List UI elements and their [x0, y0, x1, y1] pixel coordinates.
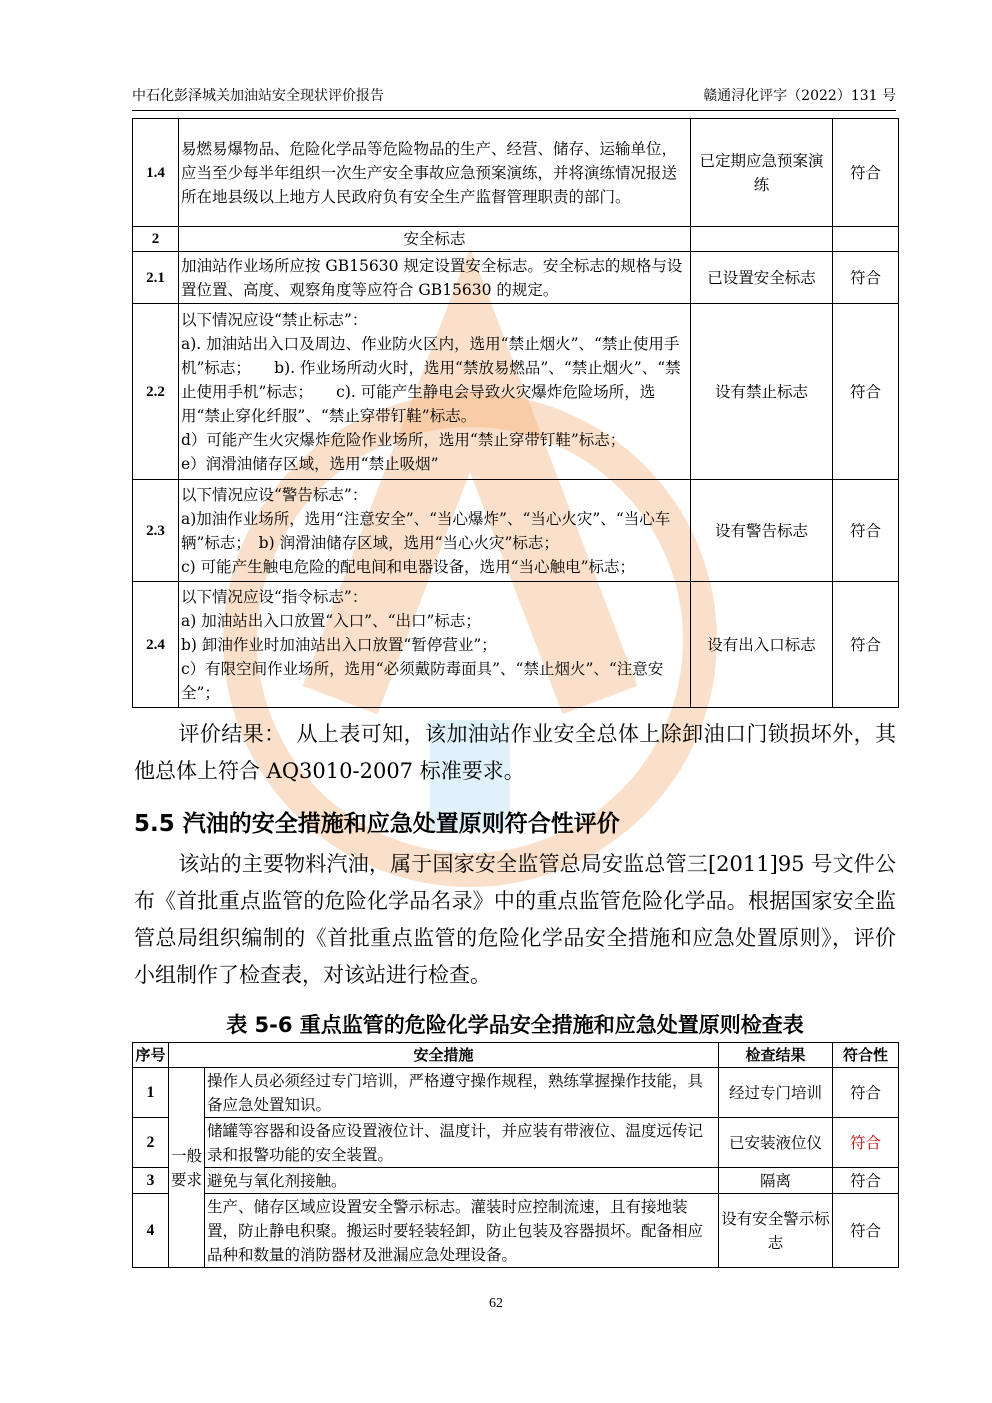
requirement-line: 以下情况应设“禁止标志”： [181, 310, 368, 329]
measure-text: 操作人员必须经过专门培训，严格遵守操作规程，熟练掌握操作技能，具备应急处置知识。 [205, 1068, 719, 1118]
page-number: 62 [489, 1296, 503, 1311]
check-result: 设有出入口标志 [691, 582, 833, 708]
requirement-text: 易燃易爆物品、危险化学品等危险物品的生产、经营、储存、运输单位，应当至少每半年组织一次生产安全事故应急预案演练，并将演练情况报送所在地县级以上地方人民政府负有安全生产监督管理职责的部门。 [179, 119, 691, 227]
conformity: 符合 [833, 119, 899, 227]
requirement-text [179, 480, 691, 582]
page-header [132, 86, 896, 111]
table-row [133, 119, 899, 227]
check-result: 设有警告标志 [691, 480, 833, 582]
requirement-line: 以下情况应设“指令标志”： [181, 587, 368, 606]
table-row [133, 1194, 899, 1268]
requirement-line: c）有限空间作业场所，选用“必须戴防毒面具”、“禁止烟火”、“注意安全”； [181, 659, 664, 702]
category-cell: 一般要求 [169, 1068, 205, 1268]
row-number: 2 [133, 1118, 169, 1168]
row-number: 2.4 [133, 582, 179, 708]
row-number: 4 [133, 1194, 169, 1268]
requirement-text [179, 304, 691, 480]
header-no: 序号 [133, 1043, 169, 1068]
table-row [133, 1068, 899, 1118]
row-number: 2.3 [133, 480, 179, 582]
conformity: 符合 [833, 304, 899, 480]
measure-text: 避免与氧化剂接触。 [205, 1168, 719, 1194]
check-table-gasoline [132, 1042, 899, 1268]
section-heading: 5.5 汽油的安全措施和应急处置原则符合性评价 [134, 811, 620, 837]
table-row [133, 1118, 899, 1168]
conformity: 符合 [833, 1068, 899, 1118]
requirement-line: d）可能产生火灾爆炸危险作业场所，选用“禁止穿带钉鞋”标志； [181, 430, 626, 449]
requirement-line: 以下情况应设“警告标志”： [181, 485, 368, 504]
row-number: 1 [133, 1068, 169, 1118]
section-paragraph-text: 该站的主要物料汽油，属于国家安全监管总局安监总管三[2011]95 号文件公布《首批重点监管的危险化学品名录》中的重点监管危险化学品。根据国家安全监管总局组织编制的《首批重点监管的危险化学品安全措施和应急处置原则》，评价小组制作了检查表，对该站进行检查。 [134, 852, 896, 987]
check-result: 隔离 [719, 1168, 833, 1194]
row-number: 2.2 [133, 304, 179, 480]
row-number: 2 [133, 227, 179, 252]
header-result: 检查结果 [719, 1043, 833, 1068]
measure-text: 生产、储存区域应设置安全警示标志。灌装时应控制流速，且有接地装置，防止静电积聚。搬运时要轻装轻卸，防止包装及容器损坏。配备相应品种和数量的消防器材及泄漏应急处理设备。 [205, 1194, 719, 1268]
check-result: 设有禁止标志 [691, 304, 833, 480]
table-row [133, 582, 899, 708]
evaluation-paragraph [134, 716, 896, 790]
header-measure: 安全措施 [169, 1043, 719, 1068]
table-section-row [133, 227, 899, 252]
header-doc-number: 赣通浔化评字（2022）131 号 [703, 88, 896, 104]
section-title: 安全标志 [179, 227, 691, 252]
check-result: 已设置安全标志 [691, 252, 833, 304]
requirement-line: c) 可能产生触电危险的配电间和电器设备，选用“当心触电”标志； [181, 557, 636, 576]
requirement-line: a). 加油站出入口及周边、作业防火区内，选用“禁止烟火”、“禁止使用手机”标志； b). 作业场所动火时，选用“禁放易燃品”、“禁止烟火”、“禁止使用手机”标志； c). 可能产生静电会导致火灾爆炸危险场所，选用“禁止穿化纤服”、“禁止穿带钉鞋”标志。 [181, 334, 681, 425]
requirement-text: 加油站作业场所应按 GB15630 规定设置安全标志。安全标志的规格与设置位置、高度、观察角度等应符合 GB15630 的规定。 [179, 252, 691, 304]
check-result: 经过专门培训 [719, 1068, 833, 1118]
table-row [133, 252, 899, 304]
conformity: 符合 [833, 1118, 899, 1168]
requirement-line: a) 加油站出入口放置“入口”、“出口”标志； [181, 611, 481, 630]
requirement-line: a)加油作业场所，选用“注意安全”、“当心爆炸”、“当心火灾”、“当心车辆”标志； b) 润滑油储存区域，选用“当心火灾”标志； [181, 509, 671, 552]
check-table-signs [132, 118, 899, 708]
row-number: 2.1 [133, 252, 179, 304]
section-paragraph [134, 846, 896, 994]
requirement-text [179, 582, 691, 708]
conformity: 符合 [833, 1194, 899, 1268]
conformity: 符合 [833, 480, 899, 582]
conformity: 符合 [833, 1168, 899, 1194]
row-number: 3 [133, 1168, 169, 1194]
header-conformity: 符合性 [833, 1043, 899, 1068]
check-result: 已安装液位仪 [719, 1118, 833, 1168]
header-title: 中石化彭泽城关加油站安全现状评价报告 [132, 88, 384, 104]
check-result: 已定期应急预案演练 [691, 119, 833, 227]
table-row [133, 1168, 899, 1194]
check-result: 设有安全警示标志 [719, 1194, 833, 1268]
row-number: 1.4 [133, 119, 179, 227]
conformity: 符合 [833, 582, 899, 708]
requirement-line: e）润滑油储存区域，选用“禁止吸烟” [181, 454, 439, 473]
requirement-line: b) 卸油作业时加油站出入口放置“暂停营业”； [181, 635, 497, 654]
table-header-row [133, 1043, 899, 1068]
measure-text: 储罐等容器和设备应设置液位计、温度计，并应装有带液位、温度远传记录和报警功能的安全装置。 [205, 1118, 719, 1168]
table-row [133, 304, 899, 480]
conformity: 符合 [833, 252, 899, 304]
table-row [133, 480, 899, 582]
evaluation-text: 评价结果： 从上表可知，该加油站作业安全总体上除卸油口门锁损坏外，其他总体上符合 AQ3010-2007 标准要求。 [134, 722, 896, 783]
table-caption: 表 5-6 重点监管的危险化学品安全措施和应急处置原则检查表 [226, 1013, 804, 1037]
